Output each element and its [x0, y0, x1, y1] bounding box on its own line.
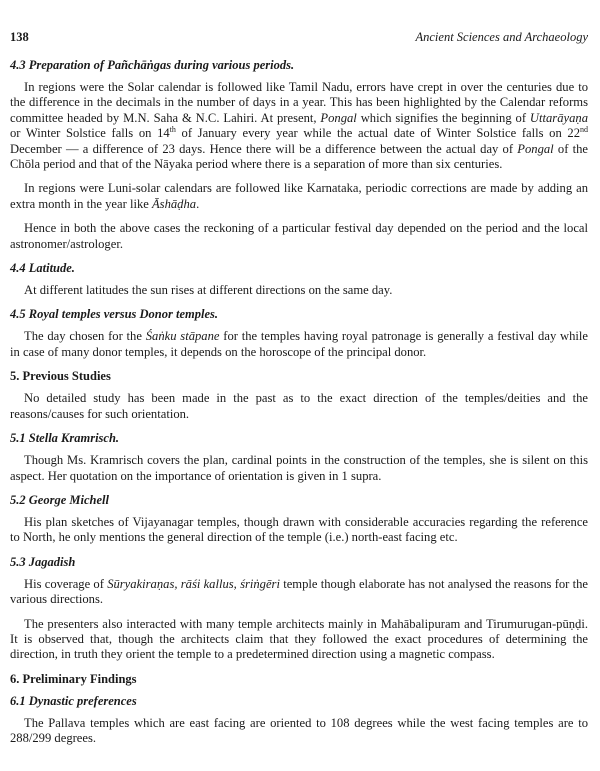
section-heading-4-3: 4.3 Preparation of Pañchāṅgas during various periods. — [10, 58, 295, 72]
paragraph-luni-solar: In regions were Luni-solar calendars are followed like Karnataka, periodic corrections are made by adding an extra month in the year like Āshāḍha. — [10, 181, 588, 211]
section-heading-6: 6. Preliminary Findings — [10, 671, 137, 686]
section-heading-5-3: 5.3 Jagadish — [10, 554, 76, 569]
section-heading-5-2: 5.2 George Michell — [10, 492, 109, 507]
paragraph-previous-studies: No detailed study has been made in the past as to the exact direction of the temples/deities and the reasons/causes for such orientation. — [10, 391, 588, 421]
paragraph-temple-architects: The presenters also interacted with many temple architects mainly in Mahābalipuram and Tirumurugan-pūṇḍi. It is observed that, though the architects claim that they followed the exact procedures of determining the direction, in truth they orient the temple to a predetermined direction using a magnetic compass. — [10, 616, 588, 662]
page-body — [10, 58, 588, 756]
paragraph-solar-calendar: In regions were the Solar calendar is followed like Tamil Nadu, errors have crept in over the centuries due to the difference in the decimals in the number of days in a year. This has been highlighted by the Calendar reforms committee headed by M.N. Saha & N.C. Lahiri. At present, Pongal which signifies the beginning of Uttarāyaṇa or Winter Solstice falls on 14th of January every year while the actual date of Winter Solstice falls on 22nd December — a difference of 23 days. Hence there will be a difference between the actual day of Pongal of the Chōla period and that of the Nāyaka period where there is a separation of more than six centuries. — [10, 80, 589, 172]
section-heading-6-1: 6.1 Dynastic preferences — [10, 693, 137, 708]
paragraph-michell: His plan sketches of Vijayanagar temples, though drawn with considerable accuracies regarding the reference to North, he only mentions the general direction of the temple (i.e.) north-east facing etc. — [10, 514, 588, 545]
paragraph-kramrisch: Though Ms. Kramrisch covers the plan, cardinal points in the construction of the temples, she is silent on this aspect. Her quotation on the importance of orientation is given in 1 supra. — [10, 453, 588, 483]
section-heading-5: 5. Previous Studies — [10, 369, 111, 384]
section-heading-5-1: 5.1 Stella Kramrisch. — [10, 431, 120, 446]
page-header — [10, 30, 588, 46]
section-heading-4-5: 4.5 Royal temples versus Donor temples. — [10, 307, 218, 322]
paragraph-royal-temples: The day chosen for the Śaṅku stāpane for the temples having royal patronage is generally a festival day while in case of many donor temples, it depends on the horoscope of the principal donor. — [10, 329, 589, 359]
section-heading-4-4: 4.4 Latitude. — [10, 261, 75, 276]
running-title: Ancient Sciences and Archaeology — [415, 30, 588, 44]
page-number: 138 — [10, 30, 29, 44]
paragraph-latitude: At different latitudes the sun rises at different directions on the same day. — [24, 283, 393, 298]
paragraph-pallava-temples: The Pallava temples which are east facing are oriented to 108 degrees while the west facing temples are to 288/299 degrees. — [10, 715, 588, 746]
paragraph-jagadish: His coverage of Sūryakiraṇas, rāśi kallus, śriṅgēri temple though elaborate has not analysed the reasons for the various directions. — [10, 576, 589, 607]
paragraph-festival-reckoning: Hence in both the above cases the reckoning of a particular festival day depended on the period and the local astronomer/astrologer. — [10, 221, 588, 251]
